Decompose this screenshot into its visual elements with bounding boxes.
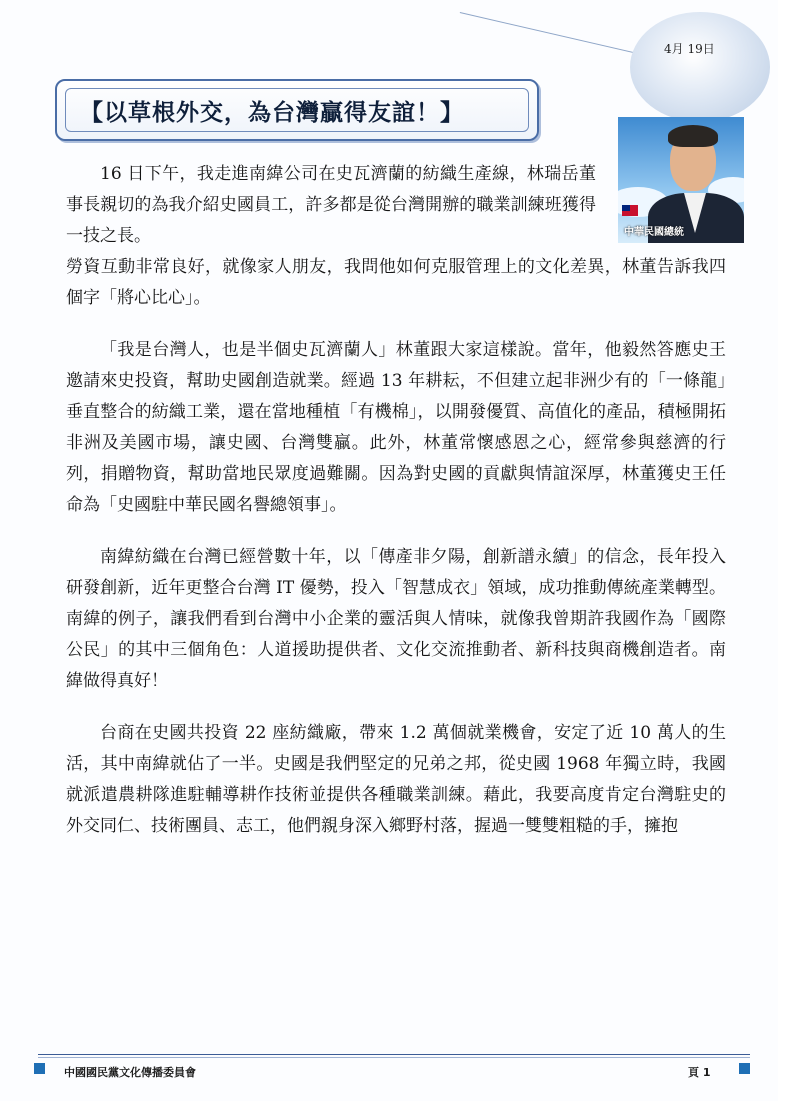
paragraph-1-continued: 勞資互動非常良好，就像家人朋友，我問他如何克服管理上的文化差異，林董告訴我四個字「將心比心」。: [66, 257, 726, 308]
date-label: 4月 19日: [664, 42, 715, 56]
footer-divider-thin: [38, 1057, 750, 1058]
photo-hair: [668, 125, 718, 147]
page-number: 頁 1: [688, 1066, 711, 1079]
paragraph-1: 16 日下午，我走進南緯公司在史瓦濟蘭的紡織生產線，林瑞岳董事長親切的為我介紹史國員工，許多都是從台灣開辦的職業訓練班獲得一技之長。: [66, 164, 596, 246]
paragraph-4: 台商在史國共投資 22 座紡織廠，帶來 1.2 萬個就業機會，安定了近 10 萬人的生活，其中南緯就佔了一半。史國是我們堅定的兄弟之邦，從史國 1968 年獨立時，我國就派遣農耕隊進駐輔導耕作技術並提供各種職業訓練。藉此，我要高度肯定台灣駐史的外交同仁、技術團員、志工，他們親身深入鄉野村落，握過一雙雙粗糙的手，擁抱: [66, 723, 726, 836]
footer-square-right-icon: [739, 1063, 750, 1074]
page-title: 【以草根外交，為台灣贏得友誼！】: [80, 99, 464, 126]
decorative-circle: [630, 12, 770, 122]
footer-square-left-icon: [34, 1063, 45, 1074]
footer-divider: [38, 1054, 750, 1055]
scan-edge: [778, 0, 800, 1101]
footer-organization: 中國國民黨文化傳播委員會: [64, 1066, 196, 1079]
paragraph-2: 「我是台灣人，也是半個史瓦濟蘭人」林董跟大家這樣說。當年，他毅然答應史王邀請來史投資，幫助史國創造就業。經過 13 年耕耘，不但建立起非洲少有的「一條龍」垂直整合的紡織工業，還在當地種植「有機棉」，以開發優質、高值化的產品，積極開拓非洲及美國市場，讓史國、台灣雙贏。此外，林董常懷感恩之心，經常參與慈濟的行列，捐贈物資，幫助當地民眾度過難關。因為對史國的貢獻與情誼深厚，林董獲史王任命為「史國駐中華民國名譽總領事」。: [66, 340, 726, 515]
paragraph-3: 南緯紡織在台灣已經營數十年，以「傳產非夕陽，創新譜永續」的信念，長年投入研發創新，近年更整合台灣 IT 優勢，投入「智慧成衣」領域，成功推動傳統產業轉型。南緯的例子，讓我們看到台灣中小企業的靈活與人情味，就像我曾期許我國作為「國際公民」的其中三個角色：人道援助提供者、文化交流推動者、新科技與商機創造者。南緯做得真好！: [66, 547, 726, 691]
title-box: [55, 79, 539, 141]
photo-caption: 中華民國總統: [624, 227, 684, 238]
article-body: [66, 159, 726, 863]
title-inner-frame: [65, 88, 529, 132]
